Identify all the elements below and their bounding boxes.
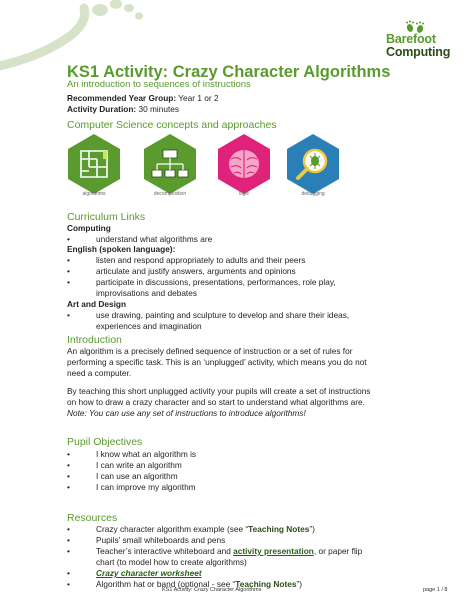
activity-presentation-link[interactable]: activity presentation [233, 546, 314, 556]
concept-label-decomposition: decomposition [153, 191, 187, 197]
logo-barefoot: Barefoot [386, 32, 436, 46]
duration-value: 30 minutes [138, 104, 180, 114]
logo-computing: Computing [386, 45, 451, 59]
bullet: • [67, 546, 70, 556]
year-group-label: Recommended Year Group: [67, 93, 177, 103]
bullet: • [67, 255, 70, 265]
page-title: KS1 Activity: Crazy Character Algorithms [67, 63, 391, 81]
bullet: • [67, 568, 70, 578]
intro-text: By teaching this short unplugged activity your pupils will create a set of instructions [67, 386, 371, 396]
english-label: English (spoken language): [67, 244, 176, 254]
page-subtitle: An introduction to sequences of instructions [67, 79, 251, 90]
intro-text: need a computer. [67, 368, 132, 378]
bullet: • [67, 579, 70, 589]
teaching-notes-link[interactable]: Teaching Notes [235, 579, 297, 589]
resources-heading: Resources [67, 512, 118, 524]
art-label: Art and Design [67, 299, 127, 309]
intro-text: on how to draw a crazy character and so start to understand what algorithms are. [67, 397, 365, 407]
page-number: page 1 / 8 [423, 587, 448, 593]
tree-diagram-icon [143, 133, 197, 195]
year-group-value: Year 1 or 2 [178, 93, 219, 103]
bullet: • [67, 266, 70, 276]
intro-text: performing a specific task. This is an ‘unplugged’ activity, which means you do not [67, 357, 367, 367]
maze-icon [67, 133, 121, 195]
teaching-notes-link[interactable]: Teaching Notes [248, 524, 310, 534]
concept-label-debugging: debugging [301, 191, 325, 197]
list-item-continued: improvisations and debates [96, 288, 198, 298]
bullet: • [67, 535, 70, 545]
list-item-continued: chart (to model how to create algorithms) [96, 557, 247, 567]
concepts-heading: Computer Science concepts and approaches [67, 119, 277, 131]
introduction-heading: Introduction [67, 334, 122, 346]
bug-magnifier-icon [286, 133, 340, 195]
intro-note: Note: You can use any set of instructions to introduce algorithms! [67, 408, 306, 418]
activity-duration [67, 104, 179, 114]
intro-text: An algorithm is a precisely defined sequence of instruction or a set of rules for [67, 346, 353, 356]
barefoot-logo [372, 20, 464, 66]
brain-icon [217, 133, 271, 195]
objectives-heading: Pupil Objectives [67, 436, 143, 448]
concept-label-algorithms: algorithms [82, 191, 106, 197]
footer-title: KS1 Activity: Crazy Character Algorithms [162, 587, 262, 593]
computing-label: Computing [67, 223, 111, 233]
bullet: • [67, 524, 70, 534]
concept-label-logic: logic [238, 191, 250, 197]
bullet: • [67, 277, 70, 287]
bullet: • [67, 449, 70, 459]
bullet: • [67, 482, 70, 492]
bullet: • [67, 471, 70, 481]
bullet: • [67, 234, 70, 244]
crazy-character-worksheet-link[interactable]: Crazy character worksheet [96, 568, 202, 578]
year-group [67, 93, 219, 103]
bullet: • [67, 310, 70, 320]
curriculum-heading: Curriculum Links [67, 211, 146, 223]
duration-label: Activity Duration: [67, 104, 137, 114]
bullet: • [67, 460, 70, 470]
list-item-continued: experiences and imagination [96, 321, 202, 331]
